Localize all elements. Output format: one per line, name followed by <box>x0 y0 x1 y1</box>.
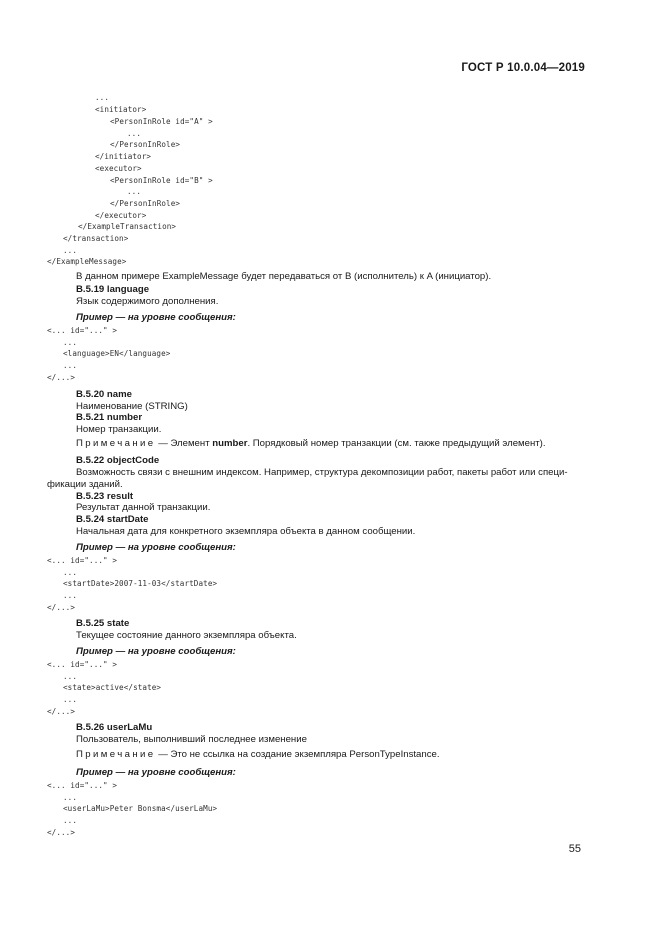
code-line: ... <box>63 246 78 255</box>
note-prefix: Примечание <box>76 749 156 760</box>
code-line: <initiator> <box>95 105 147 114</box>
code-line: </ExampleMessage> <box>47 257 127 266</box>
page-number: 55 <box>568 843 581 855</box>
section-heading: B.5.23 result <box>76 491 134 502</box>
note-prefix: Примечание <box>76 438 156 449</box>
section-description: Наименование (STRING) <box>76 401 188 412</box>
section-description: Язык содержимого дополнения. <box>76 296 219 307</box>
code-line: <PersonInRole id="A" > <box>110 117 213 126</box>
section-heading: B.5.21 number <box>76 412 143 423</box>
code-line: <PersonInRole id="B" > <box>110 176 213 185</box>
code-line: <... id="..." > <box>47 660 118 669</box>
example-label: Пример — на уровне сообщения: <box>76 542 236 553</box>
code-line: ... <box>63 816 78 825</box>
code-line: </...> <box>47 828 76 837</box>
code-line: <startDate>2007-11-03</startDate> <box>63 579 218 588</box>
code-line: </...> <box>47 373 76 382</box>
code-line: <state>active</state> <box>63 683 162 692</box>
code-line: </ExampleTransaction> <box>78 222 177 231</box>
section-description: Текущее состояние данного экземпляра объекта. <box>76 630 297 641</box>
example-label: Пример — на уровне сообщения: <box>76 767 236 778</box>
note-text: — Элемент <box>155 438 213 449</box>
code-line: ... <box>63 568 78 577</box>
note <box>76 438 546 450</box>
example-label: Пример — на уровне сообщения: <box>76 312 236 323</box>
example-label: Пример — на уровне сообщения: <box>76 646 236 657</box>
code-line: </initiator> <box>95 152 152 161</box>
note-text: — Это не ссылка на создание экземпляра PersonTypeInstance. <box>155 749 440 760</box>
code-line: <userLaMu>Peter Bonsma</userLaMu> <box>63 804 218 813</box>
section-heading: B.5.24 startDate <box>76 514 149 525</box>
section-description: Пользователь, выполнивший последнее изменение <box>76 734 307 745</box>
section-heading: B.5.26 userLaMu <box>76 722 153 733</box>
code-line: ... <box>63 695 78 704</box>
code-line: ... <box>127 187 142 196</box>
code-line: </...> <box>47 707 76 716</box>
note-keyword: number <box>212 438 248 449</box>
code-line: <language>EN</language> <box>63 349 171 358</box>
code-line: </PersonInRole> <box>110 199 181 208</box>
document-header: ГОСТ Р 10.0.04—2019 <box>461 62 585 74</box>
code-line: </PersonInRole> <box>110 140 181 149</box>
section-heading: B.5.22 objectCode <box>76 455 160 466</box>
section-description: Номер транзакции. <box>76 424 162 435</box>
code-line: </transaction> <box>63 234 129 243</box>
section-description: Начальная дата для конкретного экземпляра объекта в данном сообщении. <box>76 526 416 537</box>
paragraph: В данном примере ExampleMessage будет передаваться от B (исполнитель) к A (инициатор). <box>76 271 492 282</box>
code-line: <executor> <box>95 164 142 173</box>
code-line: ... <box>63 338 78 347</box>
code-line: <... id="..." > <box>47 781 118 790</box>
code-line: </executor> <box>95 211 147 220</box>
section-description: Результат данной транзакции. <box>76 502 211 513</box>
section-heading: B.5.20 name <box>76 389 132 400</box>
note-text: . Порядковый номер транзакции (см. также предыдущий элемент). <box>247 438 546 449</box>
code-line: <... id="..." > <box>47 556 118 565</box>
section-heading: B.5.25 state <box>76 618 130 629</box>
code-line: <... id="..." > <box>47 326 118 335</box>
code-line: ... <box>63 591 78 600</box>
section-description: Возможность связи с внешним индексом. Например, структура декомпозиции работ, пакеты работ или специ- <box>76 467 568 478</box>
code-line: </...> <box>47 603 76 612</box>
note <box>76 749 440 761</box>
code-line: ... <box>127 129 142 138</box>
section-heading: B.5.19 language <box>76 284 150 295</box>
code-line: ... <box>63 672 78 681</box>
code-line: ... <box>63 793 78 802</box>
code-line: ... <box>63 361 78 370</box>
code-line: ... <box>95 93 110 102</box>
section-description: фикации зданий. <box>47 479 123 490</box>
